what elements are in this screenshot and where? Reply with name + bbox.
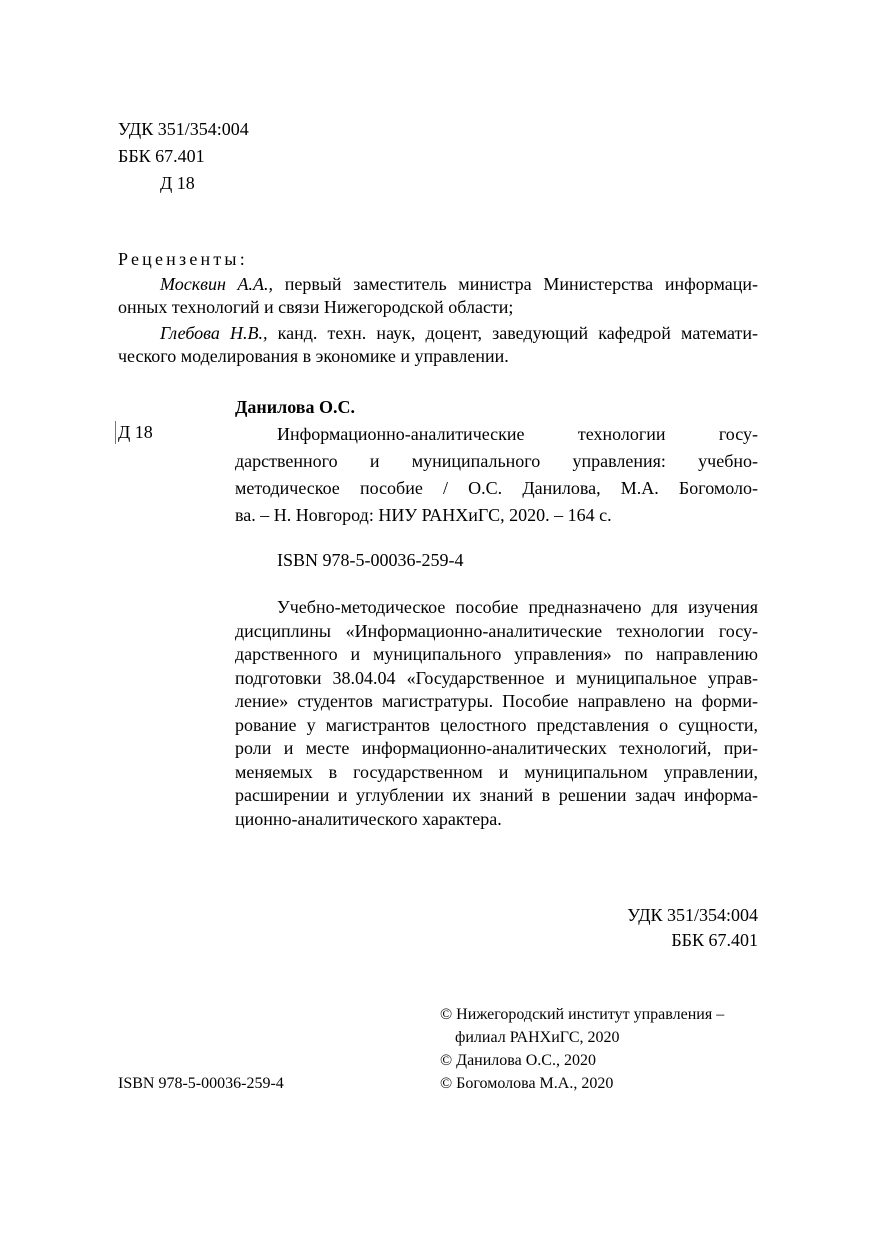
reviewer-line: [118, 273, 758, 296]
annotation-line: подготовки 38.04.04 «Государственное и муниципальное управ-: [235, 667, 758, 688]
reviewers-heading: Рецензенты:: [118, 249, 248, 269]
annotation-line: ление» студентов магистратуры. Пособие направлено на форми-: [235, 691, 758, 711]
reviewer-text: канд. техн. наук, доцент, заведующий кафедрой математи-: [267, 323, 758, 343]
udk-code-bottom: УДК 351/354:004: [627, 905, 758, 925]
copyright-line: © Данилова О.С., 2020: [440, 1052, 596, 1069]
reviewer-entry: [118, 322, 758, 368]
annotation-line: Учебно-методическое пособие предназначено для изучения: [277, 597, 758, 617]
annotation: [235, 596, 758, 831]
copyright-line: © Богомолова М.А., 2020: [440, 1075, 614, 1092]
annotation-line: роли и месте информационно-аналитических технологий, при-: [235, 738, 758, 758]
card-description: [235, 421, 758, 529]
reviewer-line: онных технологий и связи Нижегородской области;: [118, 297, 514, 317]
bbk-code-bottom: ББК 67.401: [671, 930, 758, 950]
reviewer-entry: [118, 273, 758, 319]
copyright-block: [440, 1003, 724, 1095]
card-author: Данилова О.С.: [235, 397, 355, 417]
card-isbn: ISBN 978-5-00036-259-4: [277, 550, 464, 570]
annotation-line: дисциплины «Информационно-аналитические технологии госу-: [235, 620, 758, 641]
annotation-line: дарственного и муниципального управления» по направлению: [235, 644, 758, 664]
card-description-line: дарственного и муниципального управления: учебно-: [235, 451, 758, 471]
annotation-line: ционно-аналитического характера.: [235, 808, 502, 829]
footer-isbn: ISBN 978-5-00036-259-4: [118, 1075, 284, 1092]
reviewer-line: ческого моделирования в экономике и управлении.: [118, 346, 509, 366]
reviewer-text: первый заместитель министра Министерства информаци-: [273, 274, 758, 294]
card-description-line: Информационно-аналитические технологии госу-: [277, 424, 758, 444]
card-mark: Д 18: [115, 421, 153, 444]
card-description-line: методическое пособие / О.С. Данилова, М.А. Богомоло-: [235, 478, 758, 498]
copyright-line: филиал РАНХиГС, 2020: [455, 1029, 620, 1046]
annotation-line: рование у магистрантов целостного представления о сущности,: [235, 714, 758, 735]
reviewer-name: Москвин А.А.,: [160, 274, 274, 294]
annotation-line: расширении и углублении их знаний в решении задач информа-: [235, 785, 758, 805]
card-description-line: ва. – Н. Новгород: НИУ РАНХиГС, 2020. – 164 с.: [235, 505, 612, 525]
copyright-line: © Нижегородский институт управления –: [440, 1006, 725, 1023]
annotation-line: меняемых в государственном и муниципальном управлении,: [235, 761, 758, 782]
udk-code-top: УДК 351/354:004: [118, 119, 249, 139]
bbk-code-top: ББК 67.401: [118, 146, 205, 166]
reviewer-name: Глебова Н.В.,: [160, 323, 268, 343]
reviewer-line: [118, 322, 758, 345]
author-mark-top: Д 18: [160, 173, 195, 193]
